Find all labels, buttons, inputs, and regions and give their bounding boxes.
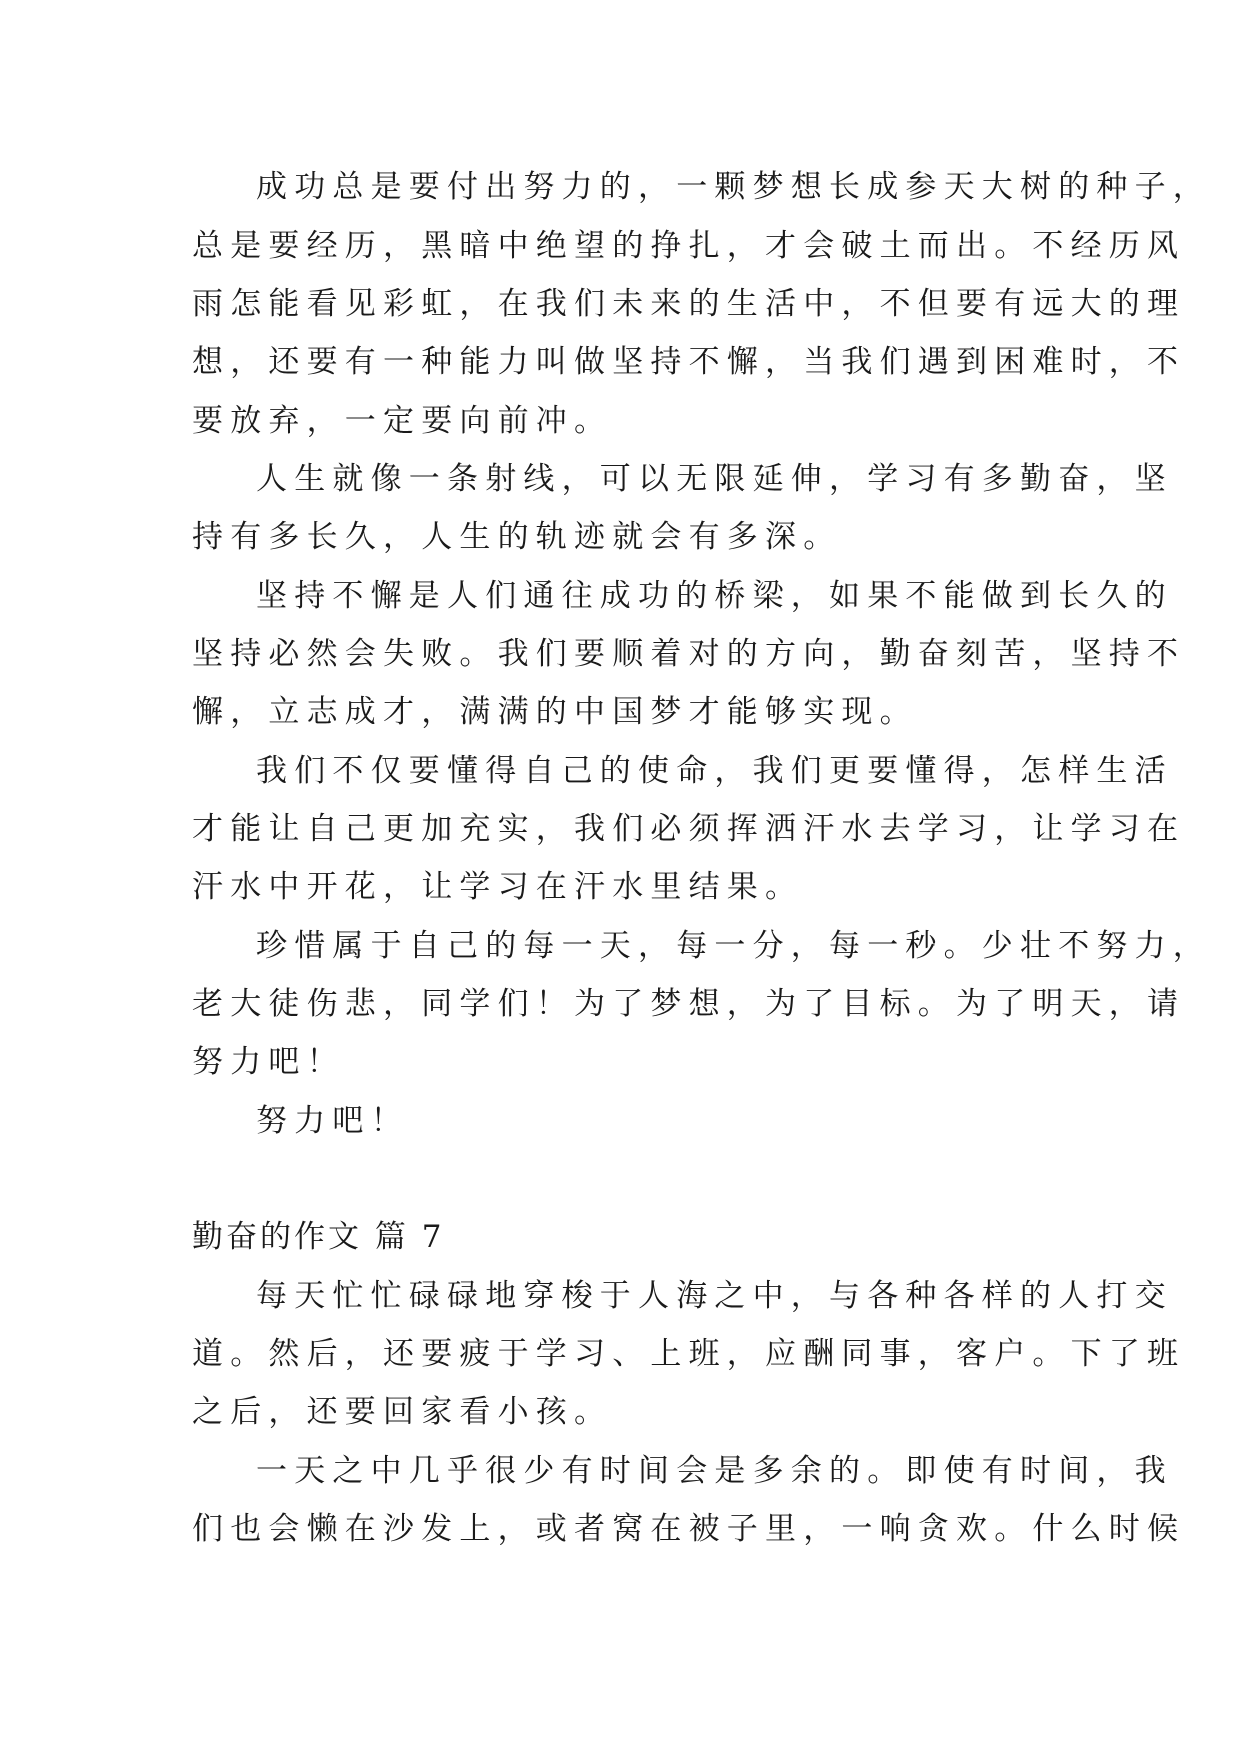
paragraph-line: 持有多长久，人生的轨迹就会有多深。 <box>192 519 842 555</box>
paragraph-line: 雨怎能看见彩虹，在我们未来的生活中，不但要有远大的理 <box>192 286 1186 322</box>
paragraph-line: 一天之中几乎很少有时间会是多余的。即使有时间，我 <box>256 1453 1173 1489</box>
paragraph-line: 道。然后，还要疲于学习、上班，应酬同事，客户。下了班 <box>192 1336 1186 1372</box>
paragraph-line: 成功总是要付出努力的，一颗梦想长成参天大树的种子， <box>256 169 1211 205</box>
paragraph-line: 每天忙忙碌碌地穿梭于人海之中，与各种各样的人打交 <box>256 1278 1173 1314</box>
paragraph-line: 要放弃，一定要向前冲。 <box>192 403 613 439</box>
paragraph-line: 才能让自己更加充实，我们必须挥洒汗水去学习，让学习在 <box>192 811 1186 847</box>
paragraph-line: 总是要经历，黑暗中绝望的挣扎，才会破土而出。不经历风 <box>192 228 1186 264</box>
paragraph-line: 努力吧！ <box>192 1044 345 1080</box>
paragraph-line: 老大徒伤悲，同学们！为了梦想，为了目标。为了明天，请 <box>192 986 1186 1022</box>
paragraph-line: 汗水中开花，让学习在汗水里结果。 <box>192 869 804 905</box>
paragraph-line: 我们不仅要懂得自己的使命，我们更要懂得，怎样生活 <box>256 753 1173 789</box>
paragraph-line: 珍惜属于自己的每一天，每一分，每一秒。少壮不努力， <box>256 928 1211 964</box>
paragraph-line: 坚持必然会失败。我们要顺着对的方向，勤奋刻苦，坚持不 <box>192 636 1186 672</box>
paragraph-line: 人生就像一条射线，可以无限延伸，学习有多勤奋，坚 <box>256 461 1173 497</box>
paragraph-line: 懈，立志成才，满满的中国梦才能够实现。 <box>192 694 918 730</box>
paragraph-line: 努力吧！ <box>256 1103 409 1139</box>
paragraph-line: 坚持不懈是人们通往成功的桥梁，如果不能做到长久的 <box>256 578 1173 614</box>
paragraph-line: 想，还要有一种能力叫做坚持不懈，当我们遇到困难时，不 <box>192 344 1186 380</box>
paragraph-line: 之后，还要回家看小孩。 <box>192 1394 613 1430</box>
section-title: 勤奋的作文 篇 7 <box>192 1219 445 1255</box>
paragraph-line: 们也会懒在沙发上，或者窝在被子里，一响贪欢。什么时候 <box>192 1511 1186 1547</box>
